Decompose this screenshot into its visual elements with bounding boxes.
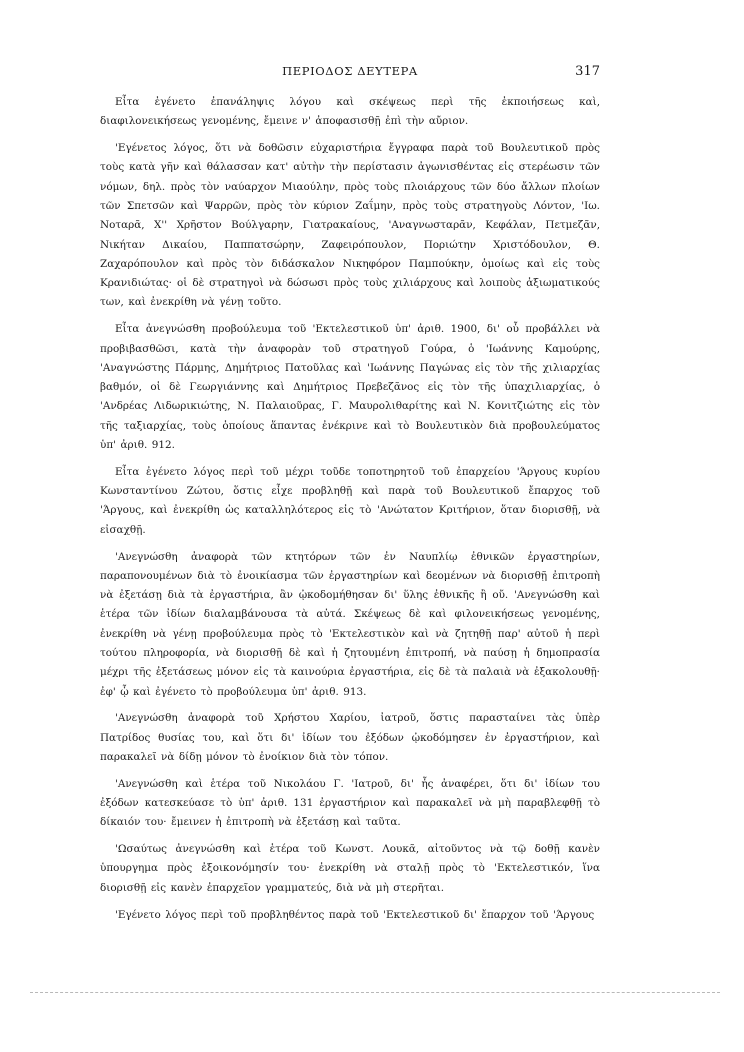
- scan-footer-rule: [30, 992, 720, 993]
- paragraph-1: Εἶτα ἐγένετο ἐπανάληψις λόγου καὶ σκέψεως περὶ τῆς ἐκποιήσεως καὶ, διαφιλονεικήσεως γενομένης, ἔμεινε ν' ἀποφασισθῇ ἐπὶ τὴν αὔριον.: [100, 96, 600, 128]
- paragraph-9: 'Εγένετο λόγος περὶ τοῦ προβληθέντος παρὰ τοῦ 'Εκτελεστικοῦ δι' ἔπαρχον τοῦ 'Άργους: [115, 908, 595, 921]
- body-text: [100, 93, 600, 932]
- paragraph-5: 'Ανεγνώσθη ἀναφορὰ τῶν κτητόρων τῶν ἐν Ναυπλίῳ ἐθνικῶν ἐργαστηρίων, παραπονουμένων διὰ τὸ ἐνοικίασμα τῶν ἐργαστηρίων καὶ δεομένων νὰ διορισθῇ ἐπιτροπὴ νὰ ἐξετάσῃ διὰ τὰ ἐργαστήρια, ἂν ᾠκοδομήθησαν δι' ὕλης ἐθνικῆς ἢ οὔ. 'Ανεγνώσθη καὶ ἑτέρα τῶν ἰδίων διαλαμβάνουσα τὰ αὐτά. Σκέψεως δὲ καὶ φιλονεικήσεως γενομένης, ἐνεκρίθη νὰ γένῃ προβούλευμα πρὸς τὸ 'Εκτελεστικὸν καὶ νὰ ζητηθῇ παρ' αὐτοῦ ἡ περὶ τούτου πληροφορία, νὰ διορισθῇ δὲ καὶ ἡ ζητουμένη ἐπιτροπή, νὰ παύσῃ ἡ δημοπρασία μέχρι τῆς ἐξετάσεως μόνον εἰς τὰ καινούρια ἐργαστήρια, εἰς δὲ τὰ παλαιὰ νὰ ἐξακολουθῇ· ἐφ' ᾧ καὶ ἐγένετο τὸ προβούλευμα ὑπ' ἀριθ. 913.: [100, 550, 600, 698]
- paragraph-7: 'Ανεγνώσθη καὶ ἑτέρα τοῦ Νικολάου Γ. 'Ιατροῦ, δι' ἧς ἀναφέρει, ὅτι δι' ἰδίων του ἐξόδων κατεσκεύασε τὸ ὑπ' ἀριθ. 131 ἐργαστήριον καὶ παρακαλεῖ νὰ μὴ παραβλεφθῇ τὸ δίκαιόν του· ἔμεινεν ἡ ἐπιτροπὴ νὰ ἐξετάσῃ καὶ ταῦτα.: [100, 777, 600, 829]
- paragraph-2: 'Εγένετος λόγος, ὅτι νὰ δοθῶσιν εὐχαριστήρια ἔγγραφα παρὰ τοῦ Βουλευτικοῦ πρὸς τοὺς κατὰ γῆν καὶ θάλασσαν κατ' αὐτὴν τὴν περίστασιν ἀγωνισθέντας εἰς στερέωσιν τῶν νόμων, δηλ. πρὸς τὸν ναύαρχον Μιαούλην, πρὸς τοὺς πλοιάρχους τῶν δύο ἄλλων πλοίων τῶν Σπετσῶν καὶ Ψαρρῶν, πρὸς τὸν κύριον Ζαΐμην, πρὸς τοὺς στρατηγοὺς Λόντον, 'Ιω. Νοταρᾶ, Χ'' Χρῆστον Βούλγαρην, Γιατρακαίους, 'Αναγνωσταρᾶν, Κεφάλαν, Πετμεζᾶν, Νικήταν Δικαίου, Παππατσώρην, Ζαφειρόπουλον, Ποριώτην Χριστόδουλον, Θ. Ζαχαρόπουλον καὶ πρὸς τὸν διδάσκαλον Νικηφόρον Παμπούκην, ὁμοίως καὶ εἰς τοὺς Κρανιδιώτας· οἱ δὲ στρατηγοὶ νὰ δώσωσι πρὸς τοὺς χιλιάρχους καὶ λοιποὺς ἀξιωματικούς των, καὶ ἐνεκρίθη νὰ γένῃ τοῦτο.: [100, 142, 600, 309]
- running-head: ΠΕΡΙΟΔΟΣ ΔΕΥΤΕΡΑ: [282, 64, 418, 78]
- paragraph-4: Εἶτα ἐγένετο λόγος περὶ τοῦ μέχρι τοῦδε τοποτηρητοῦ τοῦ ἐπαρχείου 'Άργους κυρίου Κωνσταντίνου Ζώτου, ὅστις εἶχε προβληθῇ καὶ παρὰ τοῦ Βουλευτικοῦ ἔπαρχος τοῦ 'Άργους, καὶ ἐνεκρίθη ὡς καταλληλότερος εἰς τὸ 'Ανώτατον Κριτήριον, ὅταν διορισθῇ, νὰ εἰσαχθῇ.: [100, 465, 600, 536]
- page-number: 317: [575, 64, 600, 79]
- paragraph-3: Εἶτα ἀνεγνώσθη προβούλευμα τοῦ 'Εκτελεστικοῦ ὑπ' ἀριθ. 1900, δι' οὗ προβάλλει νὰ προβιβασθῶσι, κατὰ τὴν ἀναφορὰν τοῦ στρατηγοῦ Γούρα, ὁ 'Ιωάννης Καμούρης, 'Αναγνώστης Πάρμης, Δημήτριος Πατοῦλας καὶ 'Ιωάννης Παγώνας εἰς τὸν τῆς χιλιαρχίας βαθμόν, οἱ δὲ Γεωργιάννης καὶ Δημήτριος Πρεβεζᾶνος εἰς τὸν τῆς ὑπαχιλιαρχίας, ὁ 'Ανδρέας Λιδωρικιώτης, Ν. Παλαιοῦρας, Γ. Μαυρολιθαρίτης καὶ Ν. Κονιτζιώτης εἰς τὸν τῆς ταξιαρχίας, τοὺς ὁποίους ἅπαντας ἐνέκρινε καὶ τὸ Βουλευτικὸν διὰ προβουλεύματος ὑπ' ἀριθ. 912.: [100, 323, 600, 452]
- page-header: [100, 64, 600, 84]
- paragraph-8: 'Ωσαύτως ἀνεγνώσθη καὶ ἑτέρα τοῦ Κωνστ. Λουκᾶ, αἰτοῦντος νὰ τῷ δοθῇ κανὲν ὑπουργημα πρὸς ἐξοικονόμησίν του· ἐνεκρίθη νὰ σταλῇ πρὸς τὸ 'Εκτελεστικόν, ἵνα διορισθῇ εἰς κανὲν ἐπαρχεῖον γραμματεύς, διὰ νὰ μὴ στερῆται.: [100, 843, 600, 894]
- paragraph-6: 'Ανεγνώσθη ἀναφορὰ τοῦ Χρήστου Χαρίου, ἰατροῦ, ὅστις παρασταίνει τὰς ὑπὲρ Πατρίδος θυσίας του, καὶ ὅτι δι' ἰδίων του ἐξόδων ᾠκοδόμησεν ἐν ἐργαστήριον, καὶ παρακαλεῖ νὰ δίδῃ μόνον τὸ ἐνοίκιον διὰ τὸν τόπον.: [100, 712, 600, 763]
